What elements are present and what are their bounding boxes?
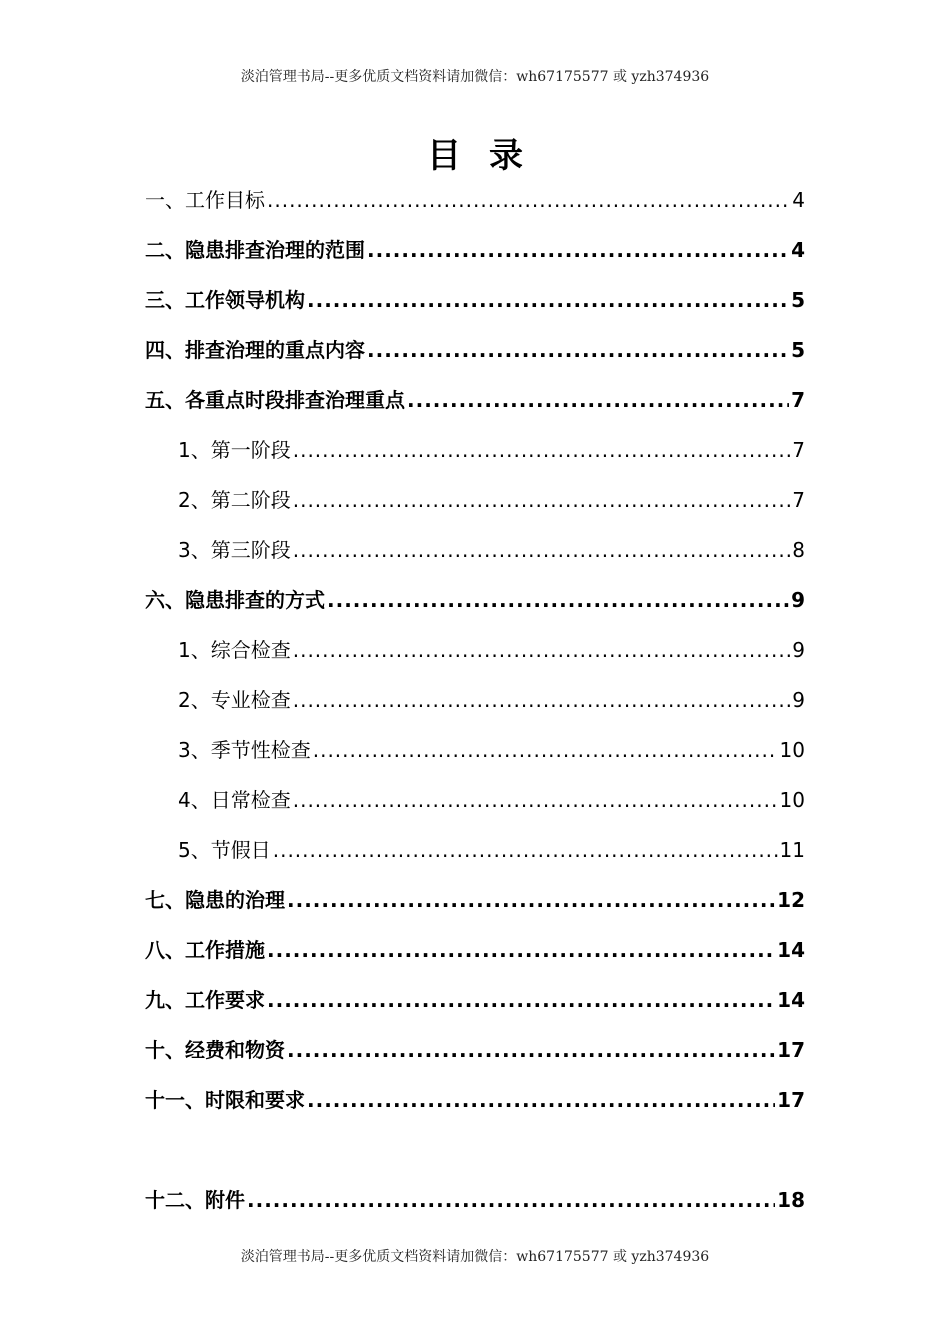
toc-dot-leader xyxy=(267,980,775,1020)
page-header: 淡泊管理书局--更多优质文档资料请加微信：wh67175577 或 yzh374936 xyxy=(240,69,710,85)
toc-entry[interactable] xyxy=(145,280,805,330)
toc-dot-leader xyxy=(367,230,789,270)
toc-entry-label: 3、季节性检查 xyxy=(178,738,311,762)
toc-entry-label: 五、各重点时段排查治理重点 xyxy=(145,388,405,412)
toc-entry-page-number: 9 xyxy=(792,638,805,662)
toc-entry-page-number: 11 xyxy=(779,838,805,862)
toc-dot-leader xyxy=(293,630,791,670)
toc-entry-label: 七、隐患的治理 xyxy=(145,888,285,912)
toc-entry-page-number: 10 xyxy=(779,738,805,762)
toc-dot-leader xyxy=(307,280,789,320)
toc-entry[interactable] xyxy=(145,930,805,980)
toc-dot-leader xyxy=(367,330,789,370)
toc-dot-leader xyxy=(247,1180,775,1220)
toc-entry-label: 5、节假日 xyxy=(178,838,271,862)
toc-entry-page-number: 5 xyxy=(791,288,805,312)
toc-entry[interactable] xyxy=(145,480,805,530)
toc-entry-page-number: 8 xyxy=(792,538,805,562)
toc-entry-page-number: 7 xyxy=(791,388,805,412)
toc-entry[interactable] xyxy=(145,180,805,230)
toc-entry[interactable] xyxy=(145,830,805,880)
toc-dot-leader xyxy=(293,680,791,720)
toc-entry-page-number: 17 xyxy=(777,1088,805,1112)
toc-entry-page-number: 9 xyxy=(792,688,805,712)
toc-entry[interactable] xyxy=(145,780,805,830)
toc-entry-label: 4、日常检查 xyxy=(178,788,291,812)
toc-entry-label: 1、综合检查 xyxy=(178,638,291,662)
toc-dot-leader xyxy=(267,930,775,970)
toc-entry-page-number: 18 xyxy=(777,1188,805,1212)
toc-entry-page-number: 10 xyxy=(779,788,805,812)
toc-dot-leader xyxy=(293,530,791,570)
toc-entry-label: 1、第一阶段 xyxy=(178,438,291,462)
toc-entry[interactable] xyxy=(145,380,805,430)
toc-entry-label: 2、第二阶段 xyxy=(178,488,291,512)
toc-dot-leader xyxy=(287,1030,775,1070)
page-footer: 淡泊管理书局--更多优质文档资料请加微信：wh67175577 或 yzh374936 xyxy=(240,1249,710,1265)
toc-entry-page-number: 12 xyxy=(777,888,805,912)
toc-entry[interactable] xyxy=(145,730,805,780)
toc-entry[interactable] xyxy=(145,530,805,580)
toc-entry-label: 十、经费和物资 xyxy=(145,1038,285,1062)
toc-entry-page-number: 14 xyxy=(777,988,805,1012)
toc-entry-label: 三、工作领导机构 xyxy=(145,288,305,312)
toc-entry[interactable] xyxy=(145,580,805,630)
toc-dot-leader xyxy=(327,580,789,620)
toc-entry-label: 3、第三阶段 xyxy=(178,538,291,562)
toc-entry-label: 二、隐患排查治理的范围 xyxy=(145,238,365,262)
toc-entry-label: 九、工作要求 xyxy=(145,988,265,1012)
toc-dot-leader xyxy=(267,180,790,220)
toc-entry-label: 八、工作措施 xyxy=(145,938,265,962)
toc-entry[interactable] xyxy=(145,680,805,730)
toc-entry[interactable] xyxy=(145,980,805,1030)
toc-dot-leader xyxy=(293,480,791,520)
table-of-contents xyxy=(145,180,805,1230)
toc-dot-leader xyxy=(293,430,791,470)
toc-entry-page-number: 7 xyxy=(792,488,805,512)
toc-entry[interactable] xyxy=(145,430,805,480)
toc-dot-leader xyxy=(287,880,775,920)
toc-entry-page-number: 17 xyxy=(777,1038,805,1062)
toc-entry[interactable] xyxy=(145,1180,805,1230)
toc-entry-page-number: 4 xyxy=(792,188,805,212)
toc-entry-page-number: 5 xyxy=(791,338,805,362)
toc-entry[interactable] xyxy=(145,230,805,280)
toc-entry-label: 六、隐患排查的方式 xyxy=(145,588,325,612)
toc-dot-leader xyxy=(293,780,778,820)
toc-entry[interactable] xyxy=(145,1030,805,1080)
toc-entry-page-number: 9 xyxy=(791,588,805,612)
toc-entry[interactable] xyxy=(145,1080,805,1130)
toc-entry[interactable] xyxy=(145,330,805,380)
toc-entry-label: 四、排查治理的重点内容 xyxy=(145,338,365,362)
toc-entry[interactable] xyxy=(145,630,805,680)
toc-title: 目录 xyxy=(427,136,551,176)
toc-entry-label: 一、工作目标 xyxy=(145,188,265,212)
toc-entry-label: 十一、时限和要求 xyxy=(145,1088,305,1112)
toc-entry-label: 2、专业检查 xyxy=(178,688,291,712)
toc-entry-page-number: 14 xyxy=(777,938,805,962)
toc-dot-leader xyxy=(307,1080,775,1120)
toc-entry-label: 十二、附件 xyxy=(145,1188,245,1212)
toc-dot-leader xyxy=(313,730,778,770)
toc-dot-leader xyxy=(273,830,778,870)
toc-entry-page-number: 7 xyxy=(792,438,805,462)
toc-dot-leader xyxy=(407,380,789,420)
toc-entry-page-number: 4 xyxy=(791,238,805,262)
toc-entry[interactable] xyxy=(145,880,805,930)
